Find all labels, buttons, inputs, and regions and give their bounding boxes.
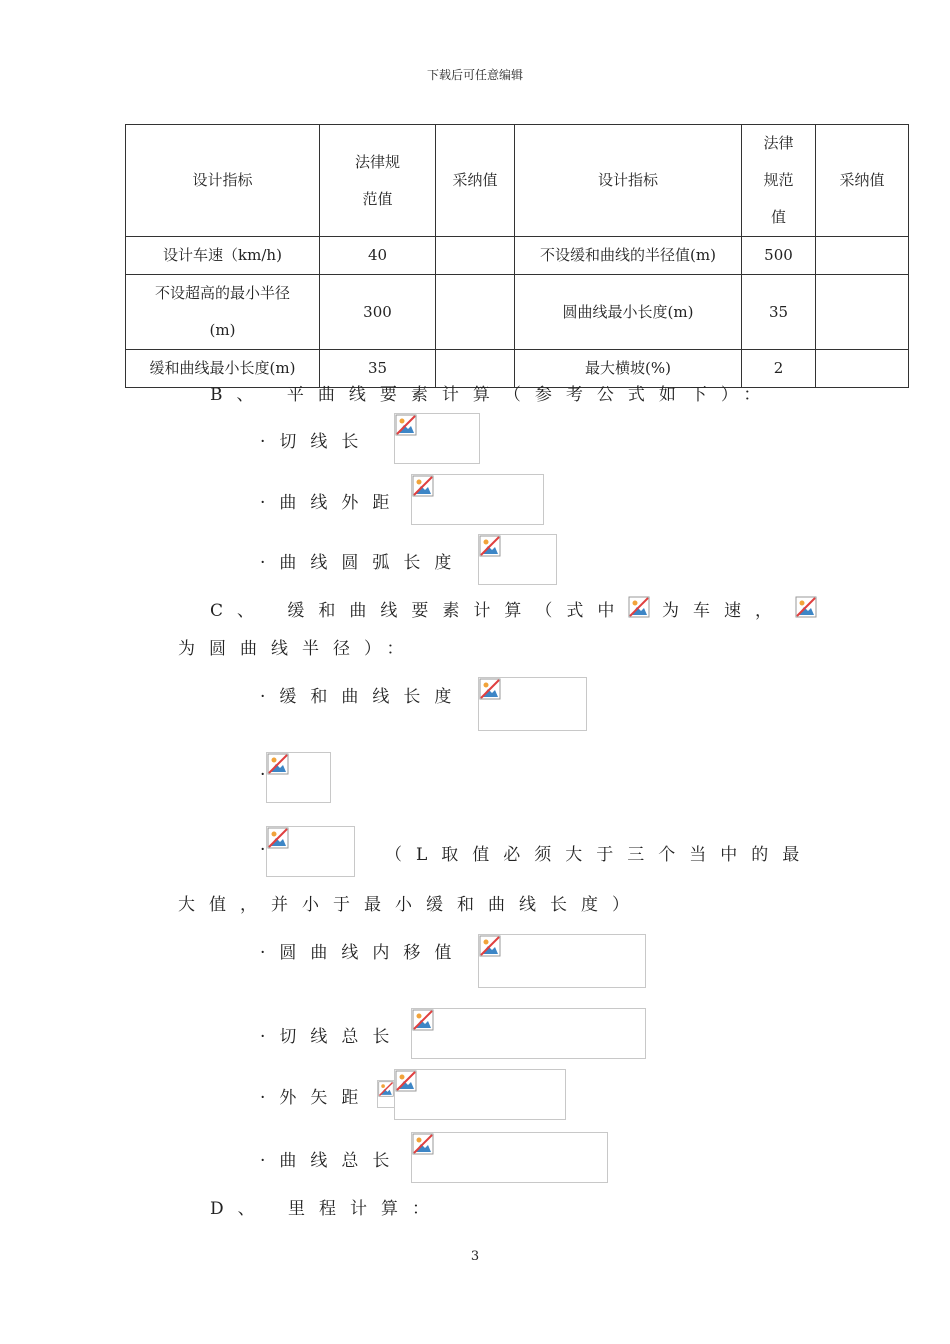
table-cell <box>816 237 909 275</box>
formula-image <box>478 934 646 988</box>
table-cell: 缓和曲线最小长度(m) <box>126 350 320 388</box>
section-d-title: D、 里程计算： <box>210 1199 444 1219</box>
table-cell: 500 <box>742 237 816 275</box>
note-part1: （L取值必须大于三个当中的最 <box>385 845 814 865</box>
page-header: 下载后可任意编辑 <box>426 68 523 82</box>
table-cell <box>436 275 515 350</box>
page-number: 3 <box>470 1249 480 1264</box>
formula-label-tangent: ·切线长 <box>260 432 373 452</box>
broken-image-icon <box>267 753 289 775</box>
table-header-row <box>126 125 909 237</box>
broken-image-icon <box>395 414 417 436</box>
table-cell: 300 <box>320 275 436 350</box>
formula-label-total-curve: ·曲线总长 <box>260 1151 404 1171</box>
table-cell: 35 <box>320 350 436 388</box>
table-cell: 不设超高的最小半径(m) <box>126 275 320 350</box>
broken-image-icon <box>795 596 817 618</box>
table-row <box>126 237 909 275</box>
bullet: · <box>260 840 266 860</box>
formula-image <box>394 1069 566 1120</box>
table-cell <box>436 237 515 275</box>
formula-image <box>411 1132 608 1183</box>
formula-label-shift: ·圆曲线内移值 <box>260 943 466 963</box>
broken-image-icon <box>628 596 650 618</box>
broken-image-icon <box>412 1009 434 1031</box>
formula-label-external-distance: ·外矢距 <box>260 1088 373 1108</box>
broken-image-icon <box>395 1070 417 1092</box>
broken-image-icon <box>267 827 289 849</box>
broken-image-icon <box>479 535 501 557</box>
table-header-cell: 采纳值 <box>816 125 909 237</box>
table-cell: 最大横坡(%) <box>515 350 742 388</box>
table-cell <box>816 275 909 350</box>
section-c-title-part2: 为车速， <box>662 601 786 621</box>
formula-label-transition-length: ·缓和曲线长度 <box>260 687 466 707</box>
table-header-cell: 设计指标 <box>126 125 320 237</box>
design-spec-table <box>125 124 909 388</box>
broken-image-icon <box>412 1133 434 1155</box>
formula-label-external: ·曲线外距 <box>260 493 404 513</box>
table-cell: 设计车速（km/h) <box>126 237 320 275</box>
formula-label-arc-length: ·曲线圆弧长度 <box>260 553 466 573</box>
table-header-cell: 采纳值 <box>436 125 515 237</box>
table-header-cell: 设计指标 <box>515 125 742 237</box>
table-cell <box>816 350 909 388</box>
table-cell: 圆曲线最小长度(m) <box>515 275 742 350</box>
formula-image <box>411 1008 646 1059</box>
note-part2: 大值，并小于最小缓和曲线长度） <box>178 895 643 915</box>
broken-image-icon <box>479 935 501 957</box>
inline-symbol-image <box>628 596 648 616</box>
formula-image <box>394 413 480 464</box>
formula-image <box>266 752 331 803</box>
inline-symbol-image <box>377 1080 395 1108</box>
formula-image <box>411 474 544 525</box>
table-cell: 40 <box>320 237 436 275</box>
formula-image <box>478 677 587 731</box>
table-cell: 35 <box>742 275 816 350</box>
broken-image-icon <box>412 475 434 497</box>
section-c-title-part3: 为圆曲线半径）： <box>178 639 418 659</box>
table-row <box>126 275 909 350</box>
section-b-title: B、 平曲线要素计算（参考公式如下）： <box>210 385 775 405</box>
formula-image <box>266 826 355 877</box>
section-c-title-part1: C、 缓和曲线要素计算（式中 <box>210 601 629 621</box>
formula-label-total-tangent: ·切线总长 <box>260 1027 404 1047</box>
inline-symbol-image <box>795 596 815 616</box>
table-header-cell: 法律规范值 <box>320 125 436 237</box>
broken-image-icon <box>378 1081 394 1097</box>
table-header-cell: 法律规范值 <box>742 125 816 237</box>
formula-image <box>478 534 557 585</box>
bullet: · <box>260 765 266 785</box>
table-cell: 不设缓和曲线的半径值(m) <box>515 237 742 275</box>
table-cell: 2 <box>742 350 816 388</box>
broken-image-icon <box>479 678 501 700</box>
